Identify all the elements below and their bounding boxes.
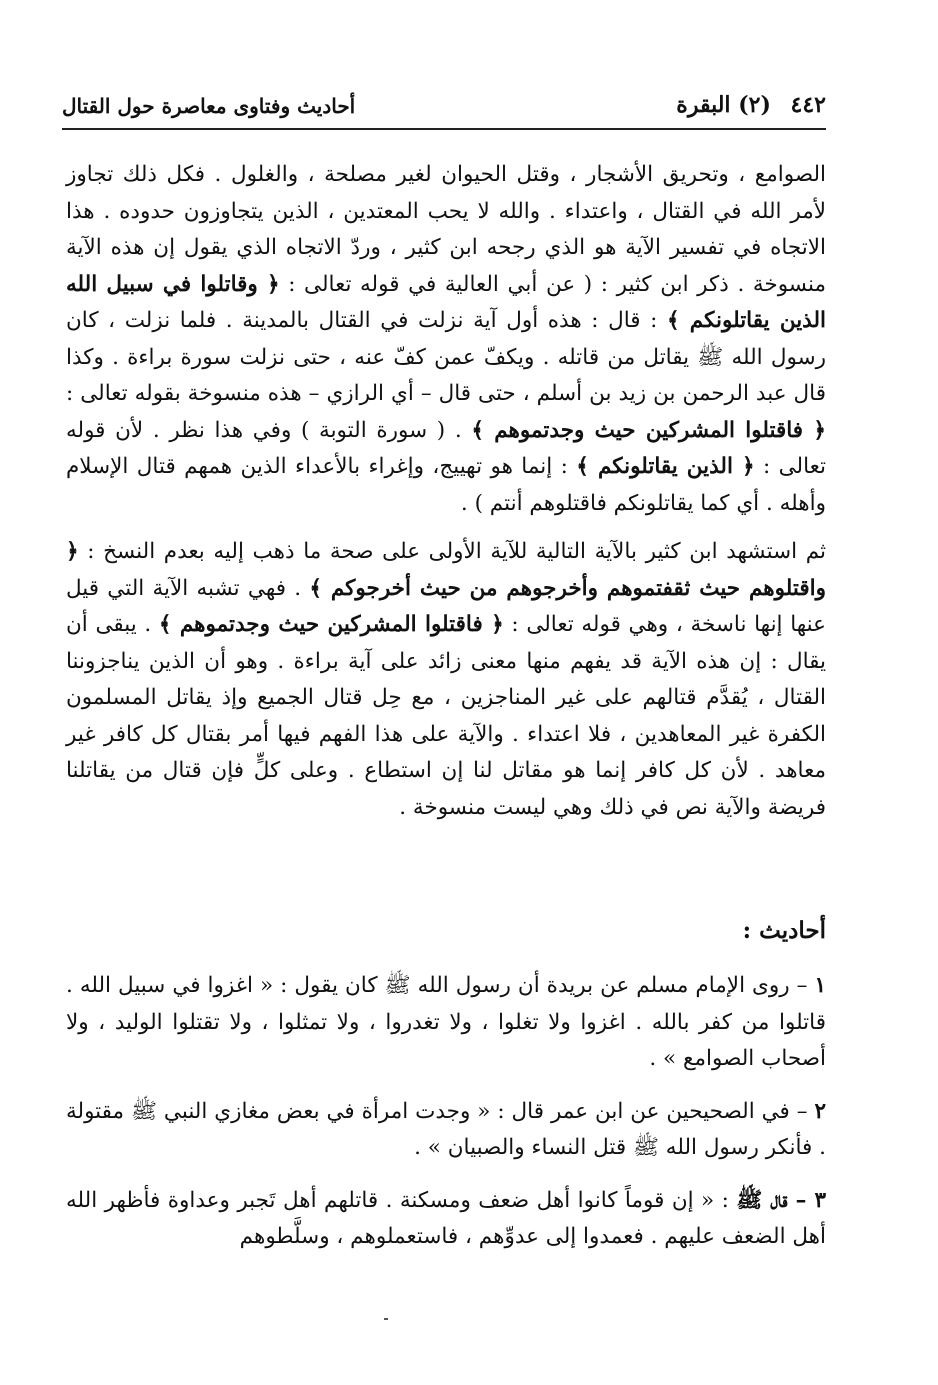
text-run: – روى الإمام مسلم عن بريدة أن رسول الله ﷺ كان يقول : « اغزوا في سبيل الله . قاتلوا من كفر بالله . اغزوا ولا تغلوا ، ولا تغدروا ، ولا تمثلوا ، ولا تقتلوا الوليد ، ولا أصحاب الصوامع » .	[66, 973, 826, 1071]
header-right	[664, 92, 826, 118]
text-run: : إنما هو تهييج، وإغراء بالأعداء الذين همهم قتال الإسلام وأهله . أي كما يقاتلونكم فاقتلوهم أنتم ) .	[66, 454, 826, 516]
paragraph	[66, 157, 826, 522]
page-number: ٤٤٢	[790, 92, 826, 118]
footer-mark	[384, 1318, 388, 1320]
paragraph	[66, 534, 826, 826]
text-run: : قال : هذه أول آية نزلت في القتال بالمدينة . فلما نزلت ، كان رسول الله ﷺ يقاتل من قاتله . ويكفّ عمن كفّ عنه ، حتى نزلت سورة براءة . وكذا قال عبد الرحمن بن زيد بن أسلم ، حتى قال – أي الرازي – هذه منسوخة بقوله تعالى :	[66, 308, 826, 406]
bold-text-run: ﴿ واقتلوهم حيث ثقفتموهم وأخرجوهم من حيث أخرجوكم ﴾	[66, 539, 826, 601]
running-header	[62, 88, 826, 130]
bold-text-run: ٣ – قال ﷺ	[736, 1187, 826, 1213]
bold-text-run: ﴿ فاقتلوا المشركين حيث وجدتموهم ﴾	[158, 612, 504, 637]
text-run: ثم استشهد ابن كثير بالآية التالية للآية الأولى على صحة ما ذهب إليه بعدم النسخ :	[78, 539, 826, 564]
text-run: . ( سورة التوبة ) وفي هذا نظر . لأن قوله تعالى :	[66, 417, 826, 479]
text-run: الصوامع ، وتحريق الأشجار ، وقتل الحيوان لغير مصلحة ، والغلول . فكل ذلك تجاوز لأمر الله في القتال ، واعتداء . والله لا يحب المعتدين ، الذين يتجاوزون حدوده . هذا الاتجاه في تفسير الآية هو الذي رجحه ابن كثير ، وردّ الاتجاه الذي يقول إن هذه الآية منسوخة . ذكر ابن كثير : ( عن أبي العالية في قوله تعالى :	[66, 162, 826, 297]
text-run: . يبقى أن يقال : إن هذه الآية قد يفهم منها معنى زائد على آية براءة . وهو أن الذين يناجزوننا القتال ، يُقدَّم قتالهم على غير المناجزين ، مع حِل قتال الجميع وإذ يقاتل المسلمون الكفرة غير المعاهدين ، فلا اعتداء . والآية على هذا الفهم فيها أمر بقتال كل كافر غير معاهد . لأن كل كافر إنما هو مقاتل لنا إن استطاع . وعلى كلٍّ فإن قتال من يقاتلنا فريضة والآية نص في ذلك وهي ليست منسوخة .	[66, 612, 826, 820]
bold-text-run: ﴿ وقاتلوا في سبيل الله الذين يقاتلونكم ﴾	[66, 271, 826, 333]
text-run: – في الصحيحين عن ابن عمر قال : « وجدت امرأة في بعض مغازي النبي ﷺ مقتولة . فأنكر رسول الله ﷺ قتل النساء والصبيان » .	[66, 1098, 826, 1160]
bold-text-run: ١	[814, 973, 826, 998]
running-title: أحاديث وفتاوى معاصرة حول القتال	[62, 94, 356, 118]
body-text	[66, 157, 826, 826]
bold-text-run: ﴿ فاقتلوا المشركين حيث وجدتموهم ﴾	[471, 417, 826, 443]
hadith-list	[66, 968, 826, 1272]
text-run: . فهي تشبه الآية التي قيل عنها إنها ناسخة ، وهي قوله تعالى :	[66, 575, 826, 637]
hadith-item	[66, 1094, 826, 1167]
bold-text-run: ٢	[814, 1098, 826, 1124]
hadith-item	[66, 1183, 826, 1256]
chapter-label: (٢) البقرة	[676, 92, 771, 118]
text-run: : « إن قوماً كانوا أهل ضعف ومسكنة . قاتلهم أهل تَجبر وعداوة فأظهر الله أهل الضعف عليهم . فعمدوا إلى عدوِّهم ، فاستعملوهم ، وسلَّطوهم	[66, 1187, 826, 1249]
hadith-item	[66, 968, 826, 1078]
bold-text-run: ﴿ الذين يقاتلونكم ﴾	[576, 454, 755, 479]
section-heading: أحاديث :	[742, 917, 826, 944]
